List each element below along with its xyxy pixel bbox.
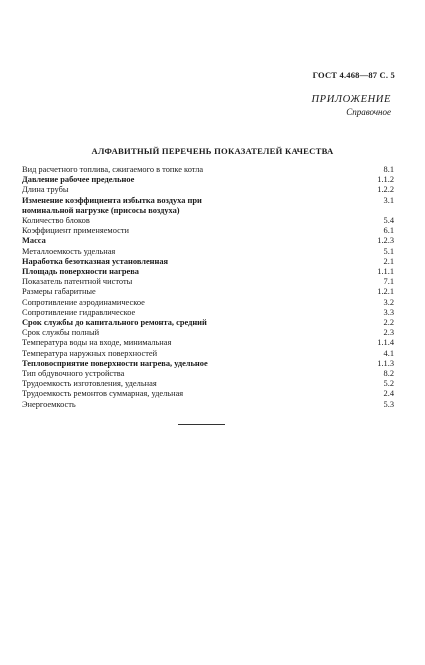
list-item bbox=[22, 338, 394, 348]
list-item bbox=[22, 257, 394, 267]
item-name: Масса bbox=[22, 236, 46, 246]
item-number: 2.2 bbox=[383, 318, 394, 328]
list-item bbox=[22, 369, 394, 379]
item-number: 1.2.2 bbox=[377, 185, 394, 195]
item-number: 1.2.1 bbox=[377, 287, 394, 297]
item-number: 1.1.2 bbox=[377, 175, 394, 185]
list-item bbox=[22, 226, 394, 236]
item-name: Тепловосприятие поверхности нагрева, удельное bbox=[22, 358, 208, 368]
list-item bbox=[22, 298, 394, 308]
list-item bbox=[22, 400, 394, 410]
item-number: 8.1 bbox=[383, 165, 394, 174]
list-item bbox=[22, 287, 394, 297]
list-item bbox=[22, 379, 394, 389]
item-name: Температура воды на входе, минимальная bbox=[22, 338, 172, 348]
list-item bbox=[22, 185, 394, 195]
list-item bbox=[22, 165, 394, 175]
item-number: 3.1 bbox=[383, 195, 394, 205]
document-header: ГОСТ 4.468—87 С. 5 bbox=[312, 70, 395, 80]
item-number: 1.1.1 bbox=[377, 267, 394, 277]
list-item bbox=[22, 236, 394, 246]
item-name: Коэффициент применяемости bbox=[22, 226, 129, 236]
list-item bbox=[22, 267, 394, 277]
item-name: Изменение коэффициента избытка воздуха при номинальной нагрузке (присосы воздуха) bbox=[22, 195, 202, 215]
item-number: 2.1 bbox=[383, 256, 394, 266]
item-name: Наработка безотказная установленная bbox=[22, 256, 169, 266]
item-number: 3.2 bbox=[383, 297, 394, 307]
divider bbox=[178, 424, 225, 425]
list-item bbox=[22, 359, 394, 369]
list-item bbox=[22, 247, 394, 257]
list-item bbox=[22, 175, 394, 185]
list-item bbox=[22, 328, 394, 338]
list-item bbox=[22, 349, 394, 359]
item-name: Трудоемкость ремонтов суммарная, удельная bbox=[22, 389, 184, 399]
item-name: Тип обдувочного устройства bbox=[22, 369, 125, 379]
item-number: 7.1 bbox=[383, 277, 394, 287]
list-item bbox=[22, 308, 394, 318]
item-name: Срок службы до капитального ремонта, средний bbox=[22, 318, 207, 328]
list-item bbox=[22, 216, 394, 226]
item-name: Металлоемкость удельная bbox=[22, 246, 116, 256]
appendix-subtitle: Справочное bbox=[346, 107, 391, 117]
item-name: Трудоемкость изготовления, удельная bbox=[22, 379, 157, 389]
item-number: 2.3 bbox=[383, 328, 394, 338]
item-name: Количество блоков bbox=[22, 216, 90, 226]
item-number: 5.1 bbox=[383, 246, 394, 256]
index-list bbox=[22, 165, 394, 410]
item-name: Давление рабочее предельное bbox=[22, 175, 135, 185]
list-item bbox=[22, 196, 394, 216]
item-name: Срок службы полный bbox=[22, 328, 100, 338]
item-number: 1.1.4 bbox=[377, 338, 394, 348]
item-name: Показатель патентной чистоты bbox=[22, 277, 133, 287]
appendix-block bbox=[312, 94, 392, 117]
item-name: Сопротивление аэродинамическое bbox=[22, 297, 145, 307]
list-item bbox=[22, 318, 394, 328]
list-item bbox=[22, 277, 394, 287]
item-name: Энергоемкость bbox=[22, 399, 76, 409]
item-name: Сопротивление гидравлическое bbox=[22, 307, 136, 317]
item-number: 6.1 bbox=[383, 226, 394, 236]
item-number: 5.4 bbox=[383, 216, 394, 226]
item-name: Температура наружных поверхностей bbox=[22, 348, 158, 358]
item-name: Размеры габаритные bbox=[22, 287, 96, 297]
item-name: Площадь поверхности нагрева bbox=[22, 267, 139, 277]
item-number: 3.3 bbox=[383, 307, 394, 317]
item-number: 1.2.3 bbox=[377, 236, 394, 246]
item-number: 5.3 bbox=[383, 399, 394, 409]
item-name: Вид расчетного топлива, сжигаемого в топке котла bbox=[22, 165, 204, 174]
item-number: 5.2 bbox=[383, 379, 394, 389]
item-number: 8.2 bbox=[383, 369, 394, 379]
item-number: 2.4 bbox=[383, 389, 394, 399]
page-title: АЛФАВИТНЫЙ ПЕРЕЧЕНЬ ПОКАЗАТЕЛЕЙ КАЧЕСТВА bbox=[91, 146, 334, 156]
item-number: 4.1 bbox=[383, 348, 394, 358]
appendix-title: ПРИЛОЖЕНИЕ bbox=[311, 94, 391, 105]
item-number: 1.1.3 bbox=[377, 358, 394, 368]
list-item bbox=[22, 389, 394, 399]
item-name: Длина трубы bbox=[22, 185, 69, 195]
